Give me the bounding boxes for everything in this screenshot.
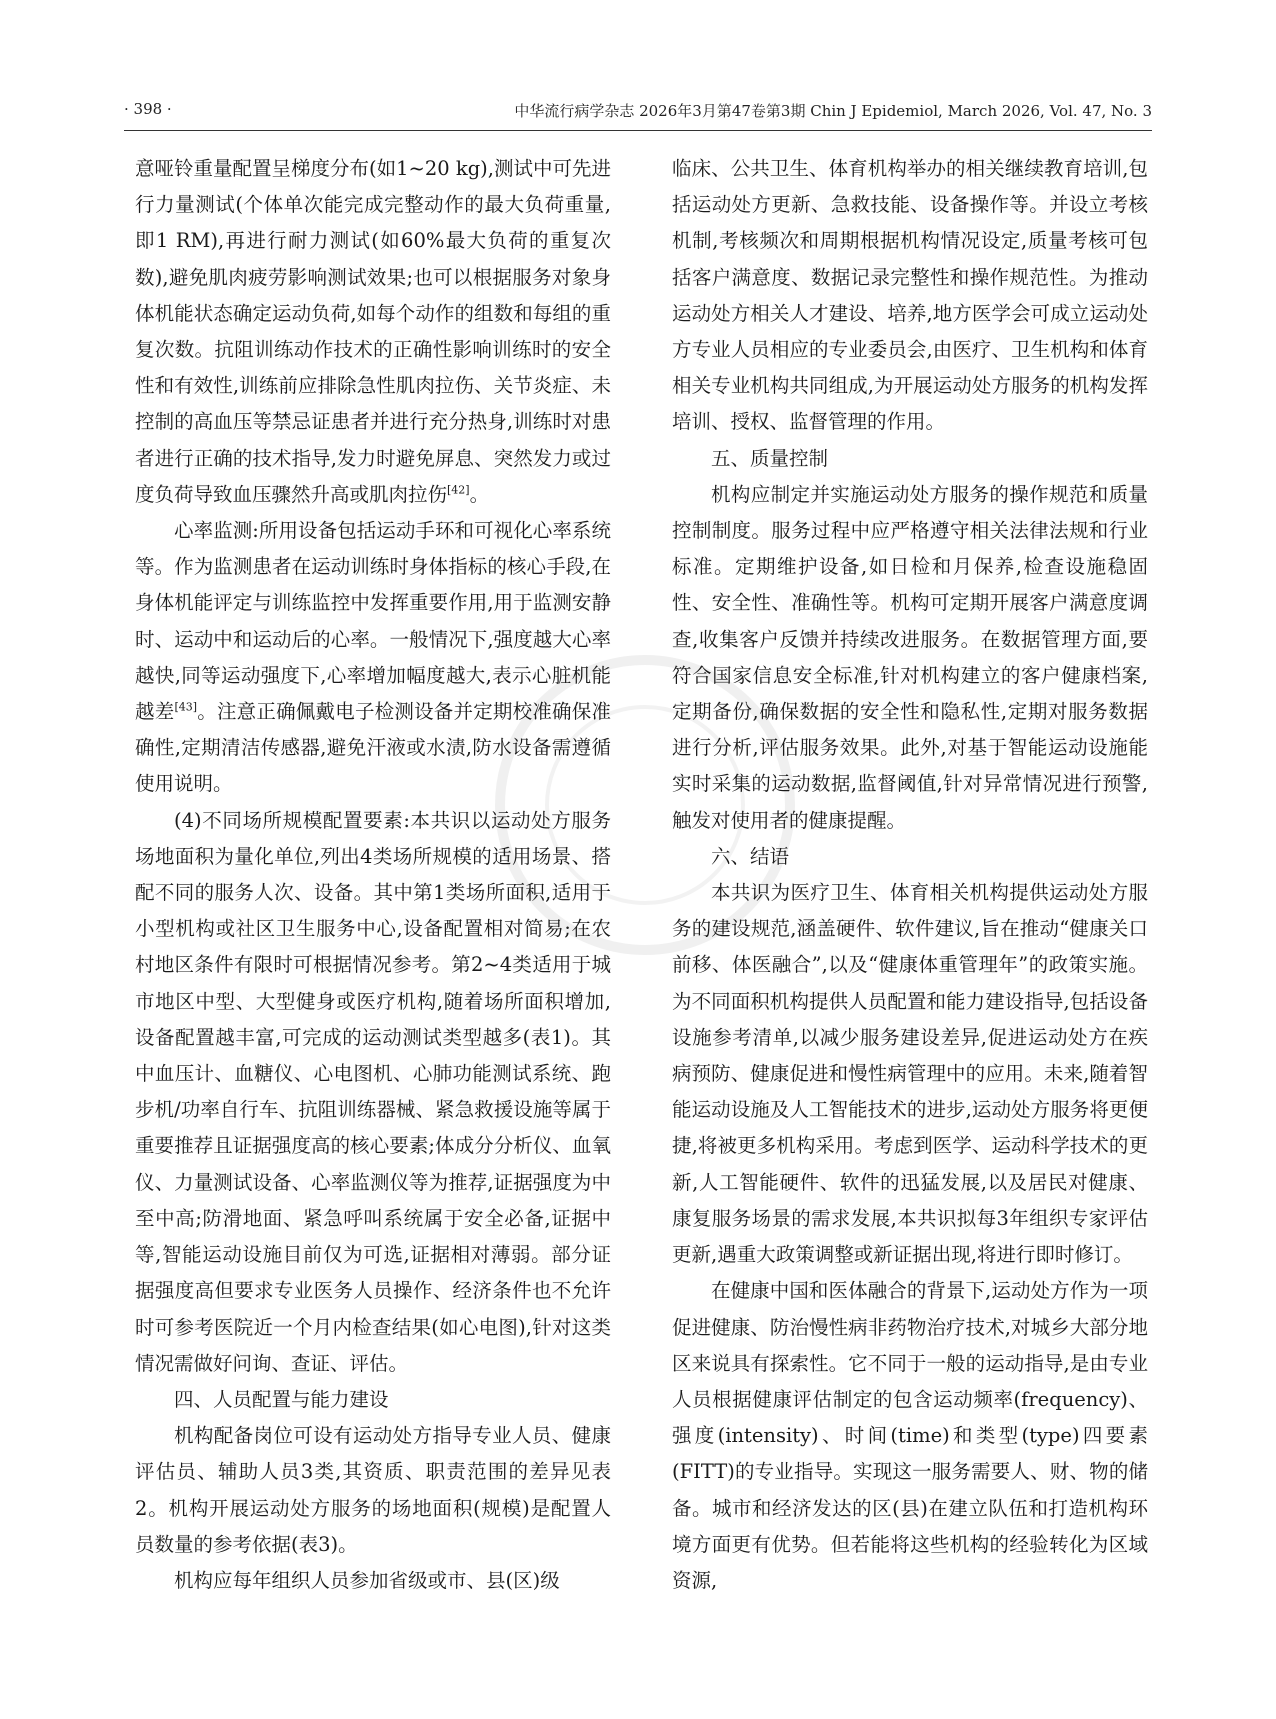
- section-heading-quality: 五、质量控制: [711, 446, 829, 470]
- paragraph-continuing-education: 临床、公共卫生、体育机构举办的相关继续教育培训,包括运动处方更新、急救技能、设备操作等。并设立考核机制,考核频次和周期根据机构情况设定,质量考核可包括客户满意度、数据记录完整性和操作规范性。为推动运动处方相关人才建设、培养,地方医学会可成立运动处方专业人员相应的专业委员会,由医疗、卫生机构和体育相关专业机构共同组成,为开展运动处方服务的机构发挥培训、授权、监督管理的作用。: [672, 157, 1148, 434]
- paragraph-training: 机构应每年组织人员参加省级或市、县(区)级: [174, 1568, 560, 1592]
- section-heading-conclusion: 六、结语: [711, 844, 790, 868]
- citation-43[interactable]: [43]: [174, 700, 198, 714]
- paragraph-quality: 机构应制定并实施运动处方服务的操作规范和质量控制制度。服务过程中应严格遵守相关法律法规和行业标准。定期维护设备,如日检和月保养,检查设施稳固性、安全性、准确性等。机构可定期开展客户满意度调查,收集客户反馈并持续改进服务。在数据管理方面,要符合国家信息安全标准,针对机构建立的客户健康档案,定期备份,确保数据的安全性和隐私性,定期对服务数据进行分析,评估服务效果。此外,对基于智能运动设施能实时采集的运动数据,监督阈值,针对异常情况进行预警,触发对使用者的健康提醒。: [672, 482, 1148, 832]
- left-column: [135, 151, 611, 1599]
- citation-42[interactable]: [42]: [447, 483, 470, 497]
- running-header: [124, 100, 1152, 130]
- paragraph-staffing: 机构配备岗位可设有运动处方指导专业人员、健康评估员、辅助人员3类,其资质、职责范围的差异见表2。机构开展运动处方服务的场地面积(规模)是配置人员数量的参考依据(表3)。: [135, 1424, 611, 1556]
- right-column: [672, 151, 1148, 1599]
- paragraph-dumbbell: 意哑铃重量配置呈梯度分布(如1~20 kg),测试中可先进行力量测试(个体单次能完成完整动作的最大负荷重量,即1 RM),再进行耐力测试(如60%最大负荷的重复次数),避免肌肉疲劳影响测试效果;也可以根据服务对象身体机能状态确定运动负荷,如每个动作的组数和每组的重复次数。抗阻训练动作技术的正确性影响训练时的安全性和有效性,训练前应排除急性肌肉拉伤、关节炎症、未控制的高血压等禁忌证患者并进行充分热身,训练时对患者进行正确的技术指导,发力时避免屏息、突然发力或过度负荷导致血压骤然升高或肌肉拉伤[42]。: [135, 157, 611, 506]
- header-rule: [124, 130, 1152, 131]
- journal-citation: 中华流行病学杂志 2026年3月第47卷第3期 Chin J Epidemiol, March 2026, Vol. 47, No. 3: [514, 102, 1152, 120]
- paragraph-venue-scale: (4)不同场所规模配置要素:本共识以运动处方服务场地面积为量化单位,列出4类场所规模的适用场景、搭配不同的服务人次、设备。其中第1类场所面积,适用于小型机构或社区卫生服务中心,设备配置相对简易;在农村地区条件有限时可根据情况参考。第2~4类适用于城市地区中型、大型健身或医疗机构,随着场所面积增加,设备配置越丰富,可完成的运动测试类型越多(表1)。其中血压计、血糖仪、心电图机、心肺功能测试系统、跑步机/功率自行车、抗阻训练器械、紧急救援设施等属于重要推荐且证据强度高的核心要素;体成分分析仪、血氧仪、力量测试设备、心率监测仪等为推荐,证据强度为中至中高;防滑地面、紧急呼叫系统属于安全必备,证据中等,智能运动设施目前仅为可选,证据相对薄弱。部分证据强度高但要求专业医务人员操作、经济条件也不允许时可参考医院近一个月内检查结果(如心电图),针对这类情况需做好问询、查证、评估。: [135, 808, 611, 1375]
- paragraph-background: 在健康中国和医体融合的背景下,运动处方作为一项促进健康、防治慢性病非药物治疗技术,对城乡大部分地区来说具有探索性。它不同于一般的运动指导,是由专业人员根据健康评估制定的包含运动频率(frequency)、强度(intensity)、时间(time)和类型(type)四要素(FITT)的专业指导。实现这一服务需要人、财、物的储备。城市和经济发达的区(县)在建立队伍和打造机构环境方面更有优势。但若能将这些机构的经验转化为区域资源,: [672, 1279, 1148, 1592]
- paragraph-conclusion: 本共识为医疗卫生、体育相关机构提供运动处方服务的建设规范,涵盖硬件、软件建议,旨在推动“健康关口前移、体医融合”,以及“健康体重管理年”的政策实施。为不同面积机构提供人员配置和能力建设指导,包括设备设施参考清单,以减少服务建设差异,促进运动处方在疾病预防、健康促进和慢性病管理中的应用。未来,随着智能运动设施及人工智能技术的进步,运动处方服务将更便捷,将被更多机构采用。考虑到医学、运动科学技术的更新,人工智能硬件、软件的迅猛发展,以及居民对健康、康复服务场景的需求发展,本共识拟每3年组织专家评估更新,遇重大政策调整或新证据出现,将进行即时修订。: [672, 881, 1148, 1267]
- section-heading-staffing: 四、人员配置与能力建设: [174, 1387, 389, 1411]
- paragraph-heart-rate: 心率监测:所用设备包括运动手环和可视化心率系统等。作为监测患者在运动训练时身体指标的核心手段,在身体机能评定与训练监控中发挥重要作用,用于监测安静时、运动中和运动后的心率。一般情况下,强度越大心率越快,同等运动强度下,心率增加幅度越大,表示心脏机能越差[43]。注意正确佩戴电子检测设备并定期校准确保准确性,定期清洁传感器,避免汗液或水渍,防水设备需遵循使用说明。: [135, 519, 611, 796]
- page-number: · 398 ·: [124, 100, 172, 118]
